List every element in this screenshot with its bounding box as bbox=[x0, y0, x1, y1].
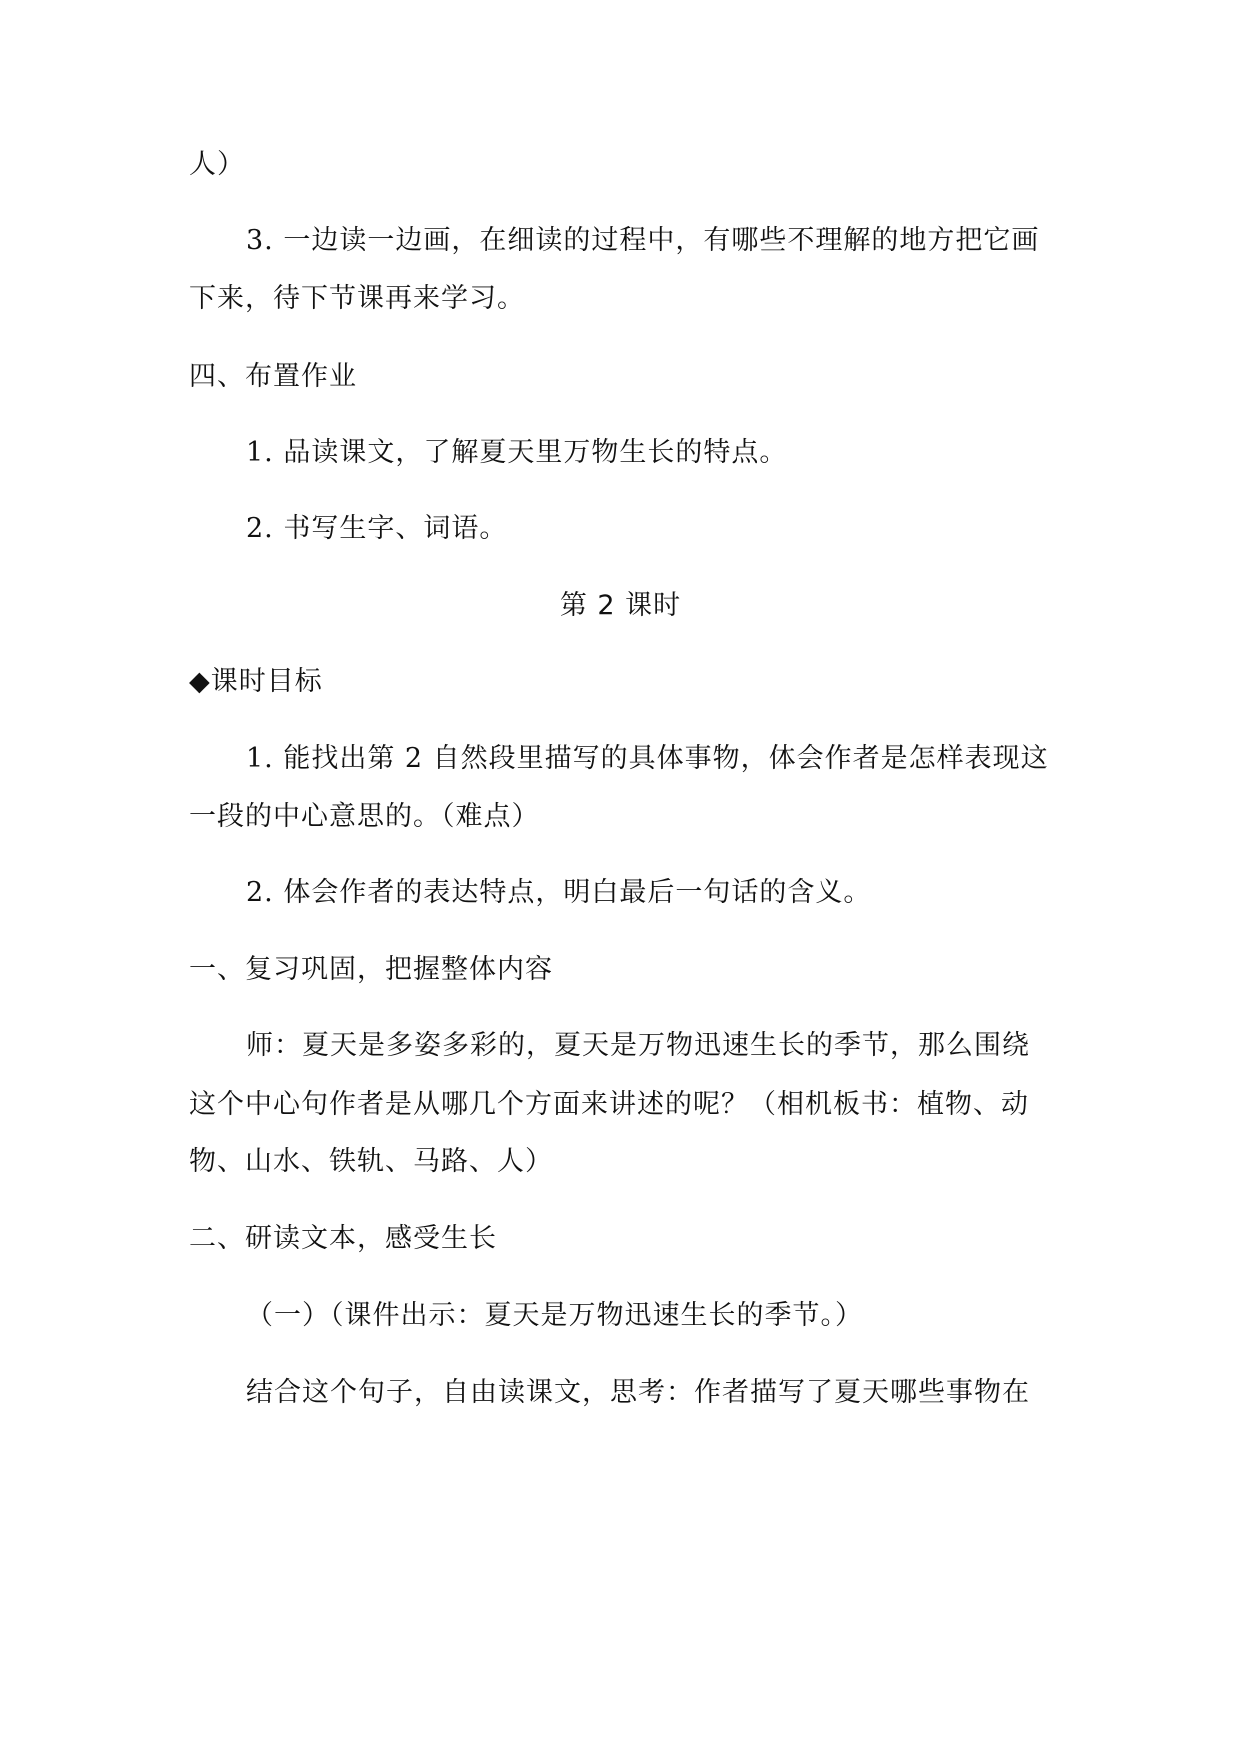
section-1-heading: 一、复习巩固，把握整体内容 bbox=[189, 954, 553, 985]
objective-1-line-1: 1. 能找出第 2 自然段里描写的具体事物，体会作者是怎样表现这 bbox=[246, 743, 1049, 774]
teacher-paragraph-line-2: 这个中心句作者是从哪几个方面来讲述的呢？（相机板书：植物、动 bbox=[189, 1089, 1029, 1120]
homework-item-2: 2. 书写生字、词语。 bbox=[246, 513, 508, 544]
teacher-paragraph-line-3: 物、山水、铁轨、马路、人） bbox=[189, 1146, 553, 1177]
item-3-line-2: 下来，待下节课再来学习。 bbox=[189, 283, 525, 314]
paragraph-continuation: 人） bbox=[189, 149, 245, 180]
final-line: 结合这个句子，自由读课文，思考：作者描写了夏天哪些事物在 bbox=[246, 1377, 1030, 1408]
section-4-heading: 四、布置作业 bbox=[189, 361, 357, 392]
item-3-line-1: 3. 一边读一边画，在细读的过程中，有哪些不理解的地方把它画 bbox=[246, 225, 1040, 256]
lesson-2-title: 第 2 课时 bbox=[559, 590, 682, 621]
objective-2: 2. 体会作者的表达特点，明白最后一句话的含义。 bbox=[246, 877, 872, 908]
section-2-heading: 二、研读文本，感受生长 bbox=[189, 1223, 497, 1254]
homework-item-1: 1. 品读课文，了解夏天里万物生长的特点。 bbox=[246, 437, 788, 468]
objectives-heading: ◆课时目标 bbox=[189, 666, 323, 697]
part-1-line: （一）（课件出示：夏天是万物迅速生长的季节。） bbox=[246, 1300, 863, 1331]
teacher-paragraph-line-1: 师：夏天是多姿多彩的，夏天是万物迅速生长的季节，那么围绕 bbox=[246, 1030, 1030, 1061]
objective-1-line-2: 一段的中心意思的。（难点） bbox=[189, 801, 540, 832]
